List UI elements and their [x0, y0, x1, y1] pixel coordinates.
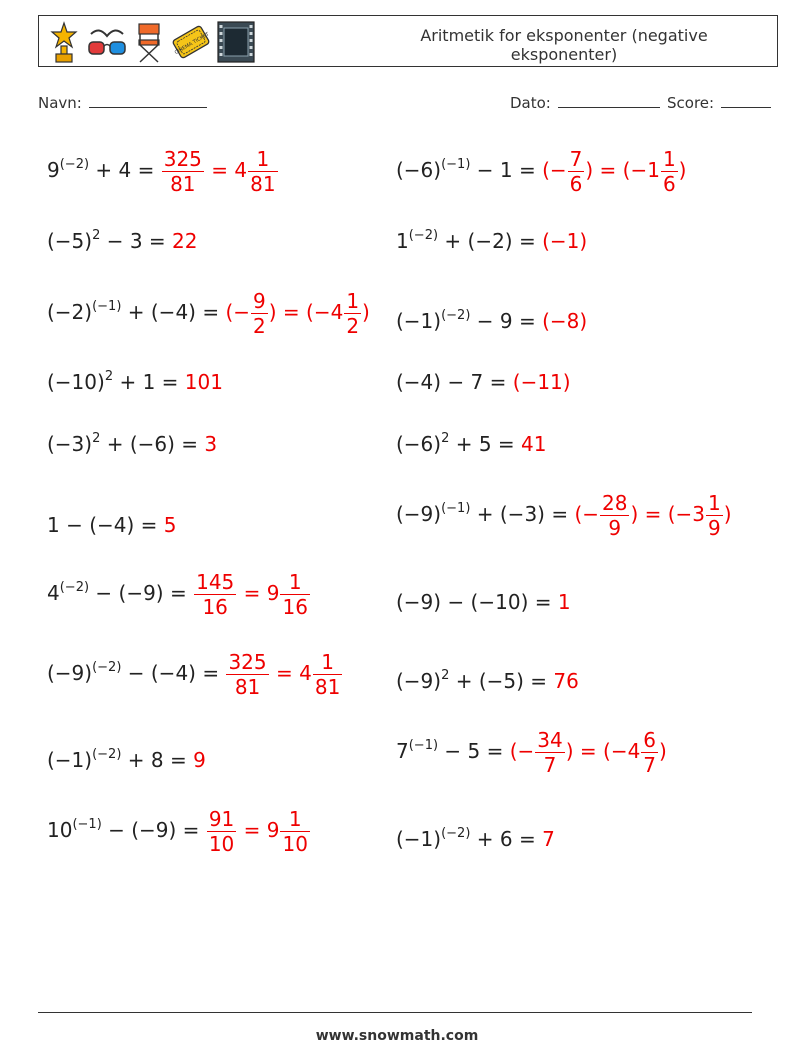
svg-text:CINEMA TICKET: CINEMA TICKET	[173, 31, 211, 57]
problem-7: $(-10)^2 + 1 = 101$	[47, 369, 223, 394]
problem-9: $(-3)^2 + (-6) = 3$	[47, 431, 218, 456]
header-icons	[47, 20, 255, 64]
problem-5: $(-2)^{(-1)} + (-4)$ = (− $\frac{9}{2}$ ) = (−4 $\frac{1}{2}$ )	[47, 289, 370, 338]
page-title: Aritmetik for eksponenter (negative eksponenter)	[420, 26, 708, 64]
problem-1: $9^{(-2)} + 4$ = $\frac{325}{81}$ = 4 $\frac{1}{81}$	[47, 147, 276, 196]
date-blank[interactable]	[558, 106, 660, 108]
footer-url[interactable]: www.snowmath.com	[315, 1028, 479, 1044]
directors-chair-icon	[133, 20, 165, 64]
problem-18: $7^{(-1)} - 5$ = (− $\frac{34}{7}$ ) = (−4 $\frac{6}{7}$ )	[396, 728, 667, 777]
problem-15: $(-9)^{(-2)} - (-4)$ = $\frac{325}{81}$ = 4 $\frac{1}{81}$	[47, 650, 341, 699]
film-frame-icon	[217, 20, 255, 64]
worksheet-header	[38, 15, 778, 67]
problem-4: $1^{(-2)} + (-2) = (-1)$	[396, 228, 588, 253]
problem-11: 1 − (−4) = 5	[47, 513, 177, 537]
name-label: Navn:	[38, 94, 82, 112]
name-blank[interactable]	[89, 106, 207, 108]
problem-13: $4^{(-2)} - (-9)$ = $\frac{145}{16}$ = 9 $\frac{1}{16}$	[47, 570, 308, 619]
problem-19: $10^{(-1)} - (-9)$ = $\frac{91}{10}$ = 9 $\frac{1}{10}$	[47, 807, 308, 856]
3d-glasses-icon	[87, 20, 127, 64]
footer-divider	[38, 1012, 752, 1013]
problem-14: (−9) − (−10) = 1	[396, 590, 571, 614]
problem-17: $(-1)^{(-2)} + 8 = 9$	[47, 747, 206, 772]
score-label: Score:	[667, 94, 715, 112]
problem-12: $(-9)^{(-1)} + (-3)$ = (− $\frac{28}{9}$ ) = (−3 $\frac{1}{9}$ )	[396, 491, 732, 540]
score-blank[interactable]	[721, 106, 771, 108]
problem-6: $(-1)^{(-2)} - 9 = (-8)$	[396, 308, 588, 333]
name-field[interactable]	[38, 94, 207, 112]
problem-16: $(-9)^2 + (-5) = 76$	[396, 668, 579, 693]
trophy-icon	[47, 20, 81, 64]
cinema-ticket-icon	[171, 20, 211, 64]
problem-3: $(-5)^2 - 3 = 22$	[47, 228, 198, 253]
date-field[interactable]	[510, 94, 660, 112]
problem-2: $(-6)^{(-1)} - 1$ = (− $\frac{7}{6}$ ) = (−1 $\frac{1}{6}$ )	[396, 147, 687, 196]
problem-8: (−4) − 7 = (−11)	[396, 370, 571, 394]
problem-10: $(-6)^2 + 5 = 41$	[396, 431, 547, 456]
date-label: Dato:	[510, 94, 551, 112]
problem-20: $(-1)^{(-2)} + 6 = 7$	[396, 826, 555, 851]
score-field[interactable]	[667, 94, 771, 112]
